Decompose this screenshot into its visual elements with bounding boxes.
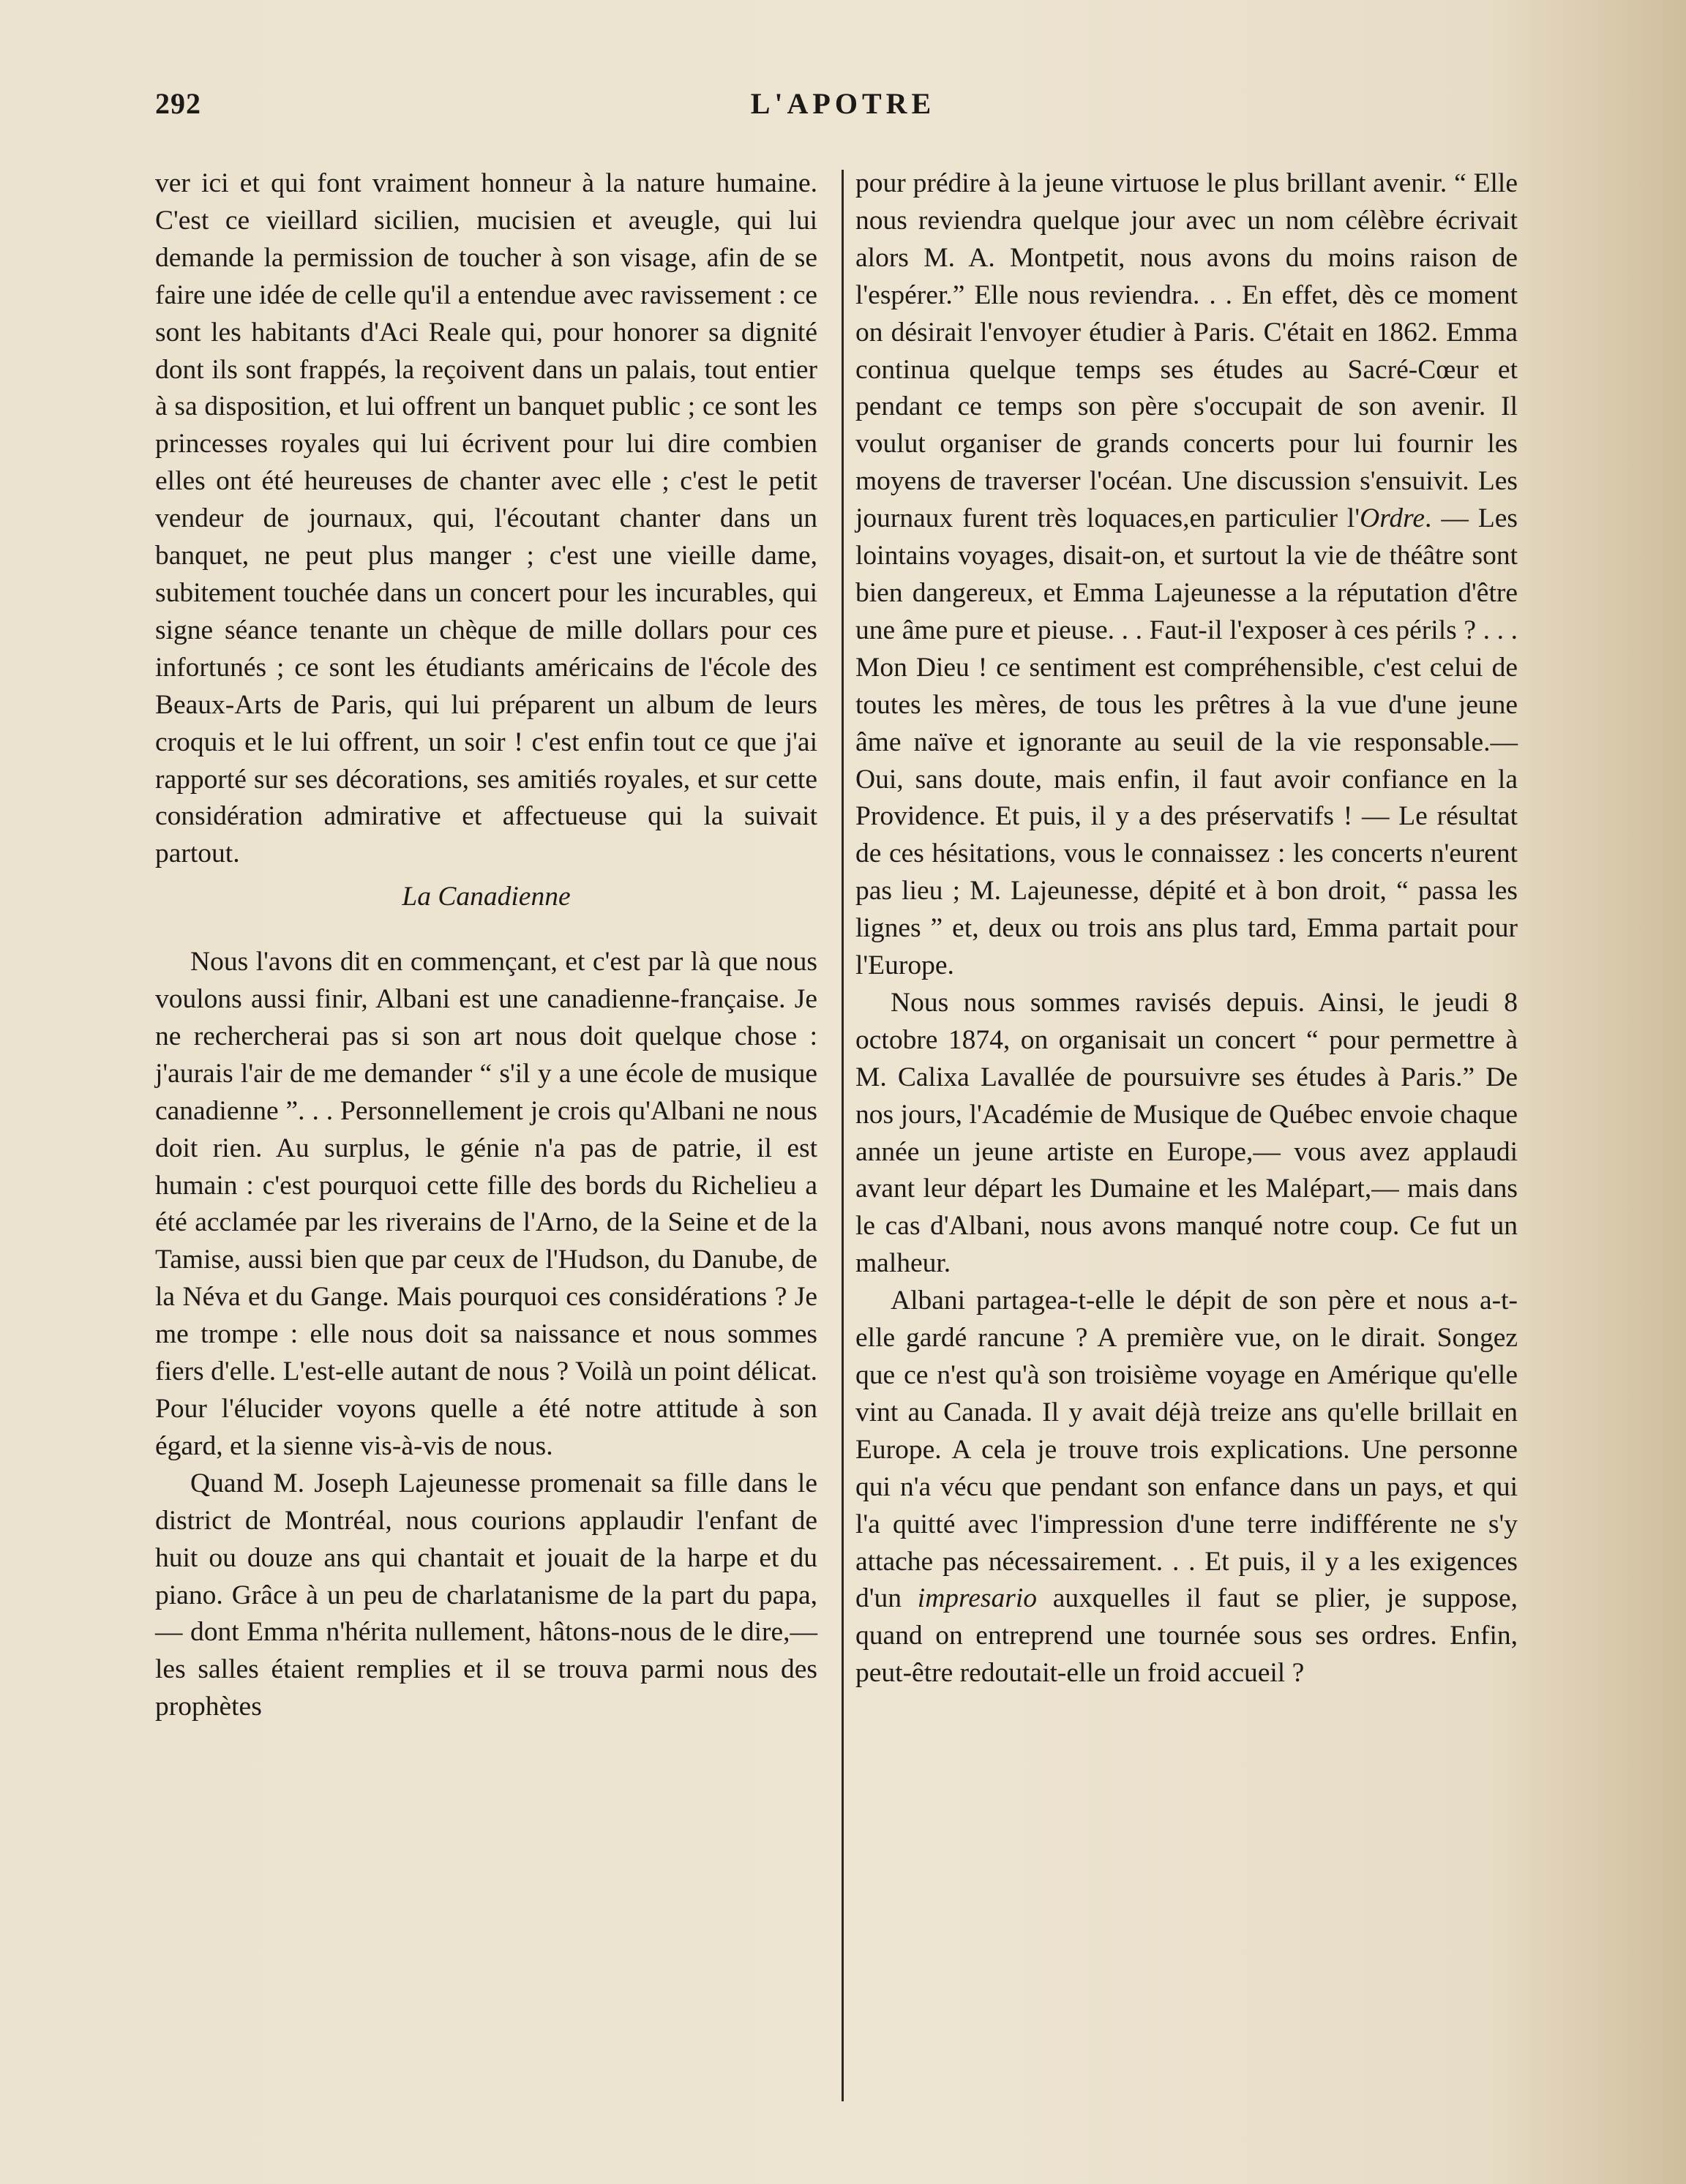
column-divider: [842, 170, 844, 2101]
paragraph: Nous nous sommes ravisés depuis. Ainsi, le jeudi 8 octobre 1874, on organisait un concert “ pour permettre à M. Calixa Lavallée de poursuivre ses études à Paris.” De nos jours, l'Académie de Musique de Québec envoie chaque année un jeune artiste en Europe,— vous avez applaudi avant leur départ les Dumaine et les Malépart,— mais dans le cas d'Albani, nous avons manqué notre coup. Ce fut un malheur.: [855, 987, 1518, 1279]
section-title: La Canadienne: [402, 882, 571, 912]
paragraph: [855, 1283, 1518, 1692]
left-column: [155, 165, 817, 1726]
paragraph-continued: [855, 165, 1518, 985]
running-title: L'APOTRE: [750, 87, 936, 120]
paragraph-text: . — Les lointains voyages, disait-on, et surtout la vie de théâtre sont bien dangereux, et Emma Lajeunesse a la réputation d'être une âme pure et pieuse. . . Faut-il l'exposer à ces périls ? . . . Mon Dieu ! ce sentiment est compréhensible, c'est celui de toutes les mères, de tous les prêtres à la vue d'une jeune âme naïve et ignorante au seuil de la vie responsable.— Oui, sans doute, mais enfin, il faut avoir confiance en la Providence. Et puis, il y a des préservatifs ! — Le résultat de ces hésitations, vous le connaissez : les concerts n'eurent pas lieu ; M. Lajeunesse, dépité et à bon droit, “ passa les lignes ” et, deux ou trois ans plus tard, Emma partait pour l'Europe.: [855, 503, 1518, 981]
italic-term: impresario: [917, 1583, 1037, 1614]
page-number: 292: [155, 87, 201, 120]
page-header: [155, 86, 1531, 127]
paragraph-continued: ver ici et qui font vraiment honneur à la nature humaine. C'est ce vieillard sicilien, mucisien et aveugle, qui lui demande la permission de toucher à son visage, afin de se faire une idée de celle qu'il a entendue avec ravissement : ce sont les habitants d'Aci Reale qui, pour honorer sa dignité dont ils sont frappés, la reçoivent dans un palais, tout entier à sa disposition, et lui offrent un banquet public ; ce sont les princesses royales qui lui écrivent pour lui dire combien elles ont été heureuses de chanter avec elle ; c'est le petit vendeur de journaux, qui, l'écoutant chanter dans un banquet, ne peut plus manger ; c'est une vieille dame, subitement touchée dans un concert pour les incurables, qui signe séance tenante un chèque de mille dollars pour ces infortunés ; ce sont les étudiants américains de l'école des Beaux-Arts de Paris, qui lui préparent un album de leurs croquis et le lui offrent, un soir ! c'est enfin tout ce que j'ai rapporté sur ses décorations, ses amitiés royales, et sur cette considération admirative et affectueuse qui la suivait partout.: [155, 168, 817, 869]
paragraph-text: pour prédire à la jeune virtuose le plus brillant avenir. “ Elle nous reviendra quelque jour avec un nom célèbre écrivait alors M. A. Montpetit, nous avons du moins raison de l'espérer.” Elle nous reviendra. . . En effet, dès ce moment on désirait l'envoyer étudier à Paris. C'était en 1862. Emma continua quelque temps ses études au Sacré-Cœur et pendant ce temps son père s'occupait de son avenir. Il voulut organiser de grands concerts pour lui fournir les moyens de traverser l'océan. Une discussion s'ensuivit. Les journaux furent très loquaces,en particulier l': [855, 168, 1518, 534]
paragraph: Nous l'avons dit en commençant, et c'est par là que nous voulons aussi finir, Albani est une canadienne-française. Je ne rechercherai pas si son art nous doit quelque chose : j'aurais l'air de me demander “ s'il y a une école de musique canadienne ”. . . Personnellement je crois qu'Albani ne nous doit rien. Au surplus, le génie n'a pas de patrie, il est humain : c'est pourquoi cette fille des bords du Richelieu a été acclamée par les riverains de l'Arno, de la Seine et de la Tamise, aussi bien que par ceux de l'Hudson, du Danube, de la Néva et du Gange. Mais pourquoi ces considérations ? Je me trompe : elle nous doit sa naissance et nous sommes fiers d'elle. L'est-elle autant de nous ? Voilà un point délicat. Pour l'élucider voyons quelle a été notre attitude à son égard, et la sienne vis-à-vis de nous.: [155, 947, 817, 1461]
right-column: [855, 165, 1518, 1692]
paragraph: Quand M. Joseph Lajeunesse promenait sa fille dans le district de Montréal, nous courions applaudir l'enfant de huit ou douze ans qui chantait et jouait de la harpe et du piano. Grâce à un peu de charlatanisme de la part du papa,— dont Emma n'hérita nullement, hâtons-nous de le dire,— les salles étaient remplies et il se trouva parmi nous des prophètes: [155, 1468, 817, 1722]
paragraph-text: auxquelles il faut se plier, je suppose, quand on entreprend une tournée sous ses ordres. Enfin, peut-être redoutait-elle un froid accueil ?: [855, 1583, 1518, 1689]
newspaper-title: Ordre: [1360, 503, 1425, 534]
paragraph-text: Albani partagea-t-elle le dépit de son père et nous a-t-elle gardé rancune ? A première vue, on le dirait. Songez que ce n'est qu'à son troisième voyage en Amérique qu'elle vint au Canada. Il y avait déjà treize ans qu'elle brillait en Europe. A cela je trouve trois explications. Une personne qui n'a vécu que pendant son enfance dans un pays, et qui l'a quitté avec l'impression d'une terre indifférente ne s'y attache pas nécessairement. . . Et puis, il y a les exigences d'un: [855, 1286, 1518, 1614]
